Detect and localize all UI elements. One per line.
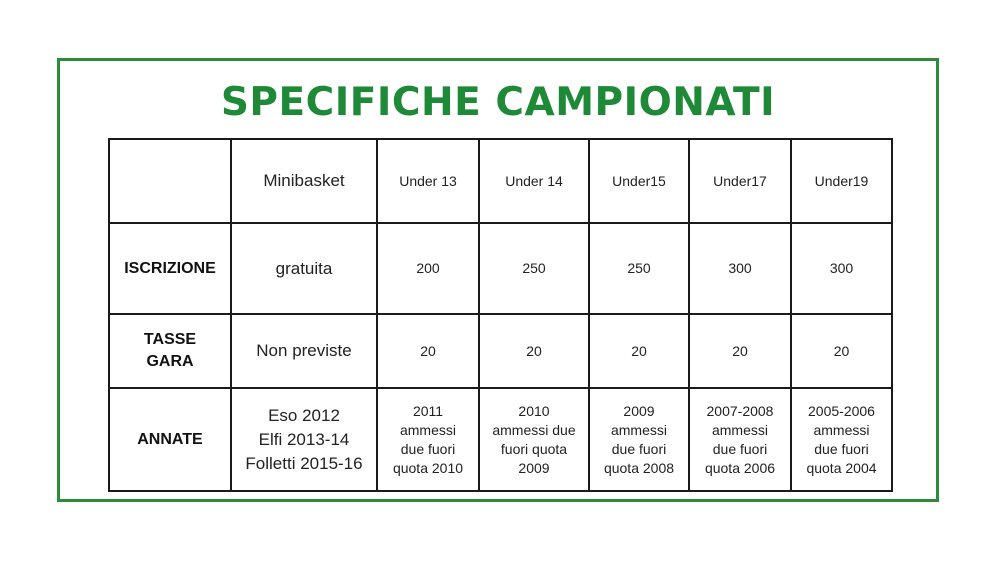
header-row [109, 139, 892, 223]
cell-line: due fuori [400, 440, 456, 457]
cell-line: 2005-2006 [808, 402, 875, 419]
table-cell [791, 388, 892, 491]
cell-line: 2007-2008 [706, 402, 774, 419]
cell-line: 2011 [412, 402, 444, 419]
table-cell: 300 [791, 223, 892, 314]
row-tasse-gara [109, 314, 892, 388]
cell-line: Eso 2012 [268, 405, 340, 425]
table-cell: gratuita [231, 223, 377, 314]
cell-line: quota 2006 [704, 459, 776, 476]
column-header: Under17 [689, 139, 791, 223]
cell-line: due fuori [611, 440, 667, 457]
table-cell: Non previste [231, 314, 377, 388]
corner-cell [109, 139, 231, 223]
table-cell: 250 [479, 223, 589, 314]
column-header: Under 13 [377, 139, 479, 223]
row-header-line: GARA [146, 353, 194, 370]
row-header: ISCRIZIONE [109, 223, 231, 314]
table-cell [377, 388, 479, 491]
table-cell: 20 [377, 314, 479, 388]
cell-line: ammessi [813, 421, 870, 438]
cell-line: Elfi 2013-14 [258, 429, 350, 449]
cell-line: 2009 [518, 459, 550, 476]
table-cell: 250 [589, 223, 689, 314]
cell-line: Folletti 2015-16 [245, 453, 363, 473]
table-cell [231, 388, 377, 491]
cell-line: 2009 [623, 402, 655, 419]
cell-line: 2010 [518, 402, 550, 419]
cell-line: ammessi [399, 421, 456, 438]
row-header: ANNATE [109, 388, 231, 491]
table-cell [689, 388, 791, 491]
cell-line: fuori quota [500, 440, 568, 457]
table-cell: 20 [479, 314, 589, 388]
cell-line: due fuori [814, 440, 869, 457]
table-cell: 20 [589, 314, 689, 388]
column-header: Under19 [791, 139, 892, 223]
row-annate [109, 388, 892, 491]
cell-line: quota 2004 [806, 459, 877, 476]
cell-line: due fuori [712, 440, 768, 457]
cell-line: ammessi [610, 421, 667, 438]
table-cell: 20 [689, 314, 791, 388]
table-cell [589, 388, 689, 491]
cell-line: quota 2008 [603, 459, 675, 476]
table-cell: 300 [689, 223, 791, 314]
column-header: Under15 [589, 139, 689, 223]
row-header-line: TASSE [143, 331, 197, 348]
column-header: Minibasket [231, 139, 377, 223]
table-cell: 20 [791, 314, 892, 388]
cell-line: quota 2010 [392, 459, 464, 476]
page-title: SPECIFICHE CAMPIONATI [220, 80, 776, 125]
row-header [109, 314, 231, 388]
table-cell: 200 [377, 223, 479, 314]
column-header: Under 14 [479, 139, 589, 223]
cell-line: ammessi due [492, 421, 576, 438]
cell-line: ammessi [711, 421, 768, 438]
row-iscrizione [109, 223, 892, 314]
table-cell [479, 388, 589, 491]
championship-specs-table [108, 138, 893, 492]
